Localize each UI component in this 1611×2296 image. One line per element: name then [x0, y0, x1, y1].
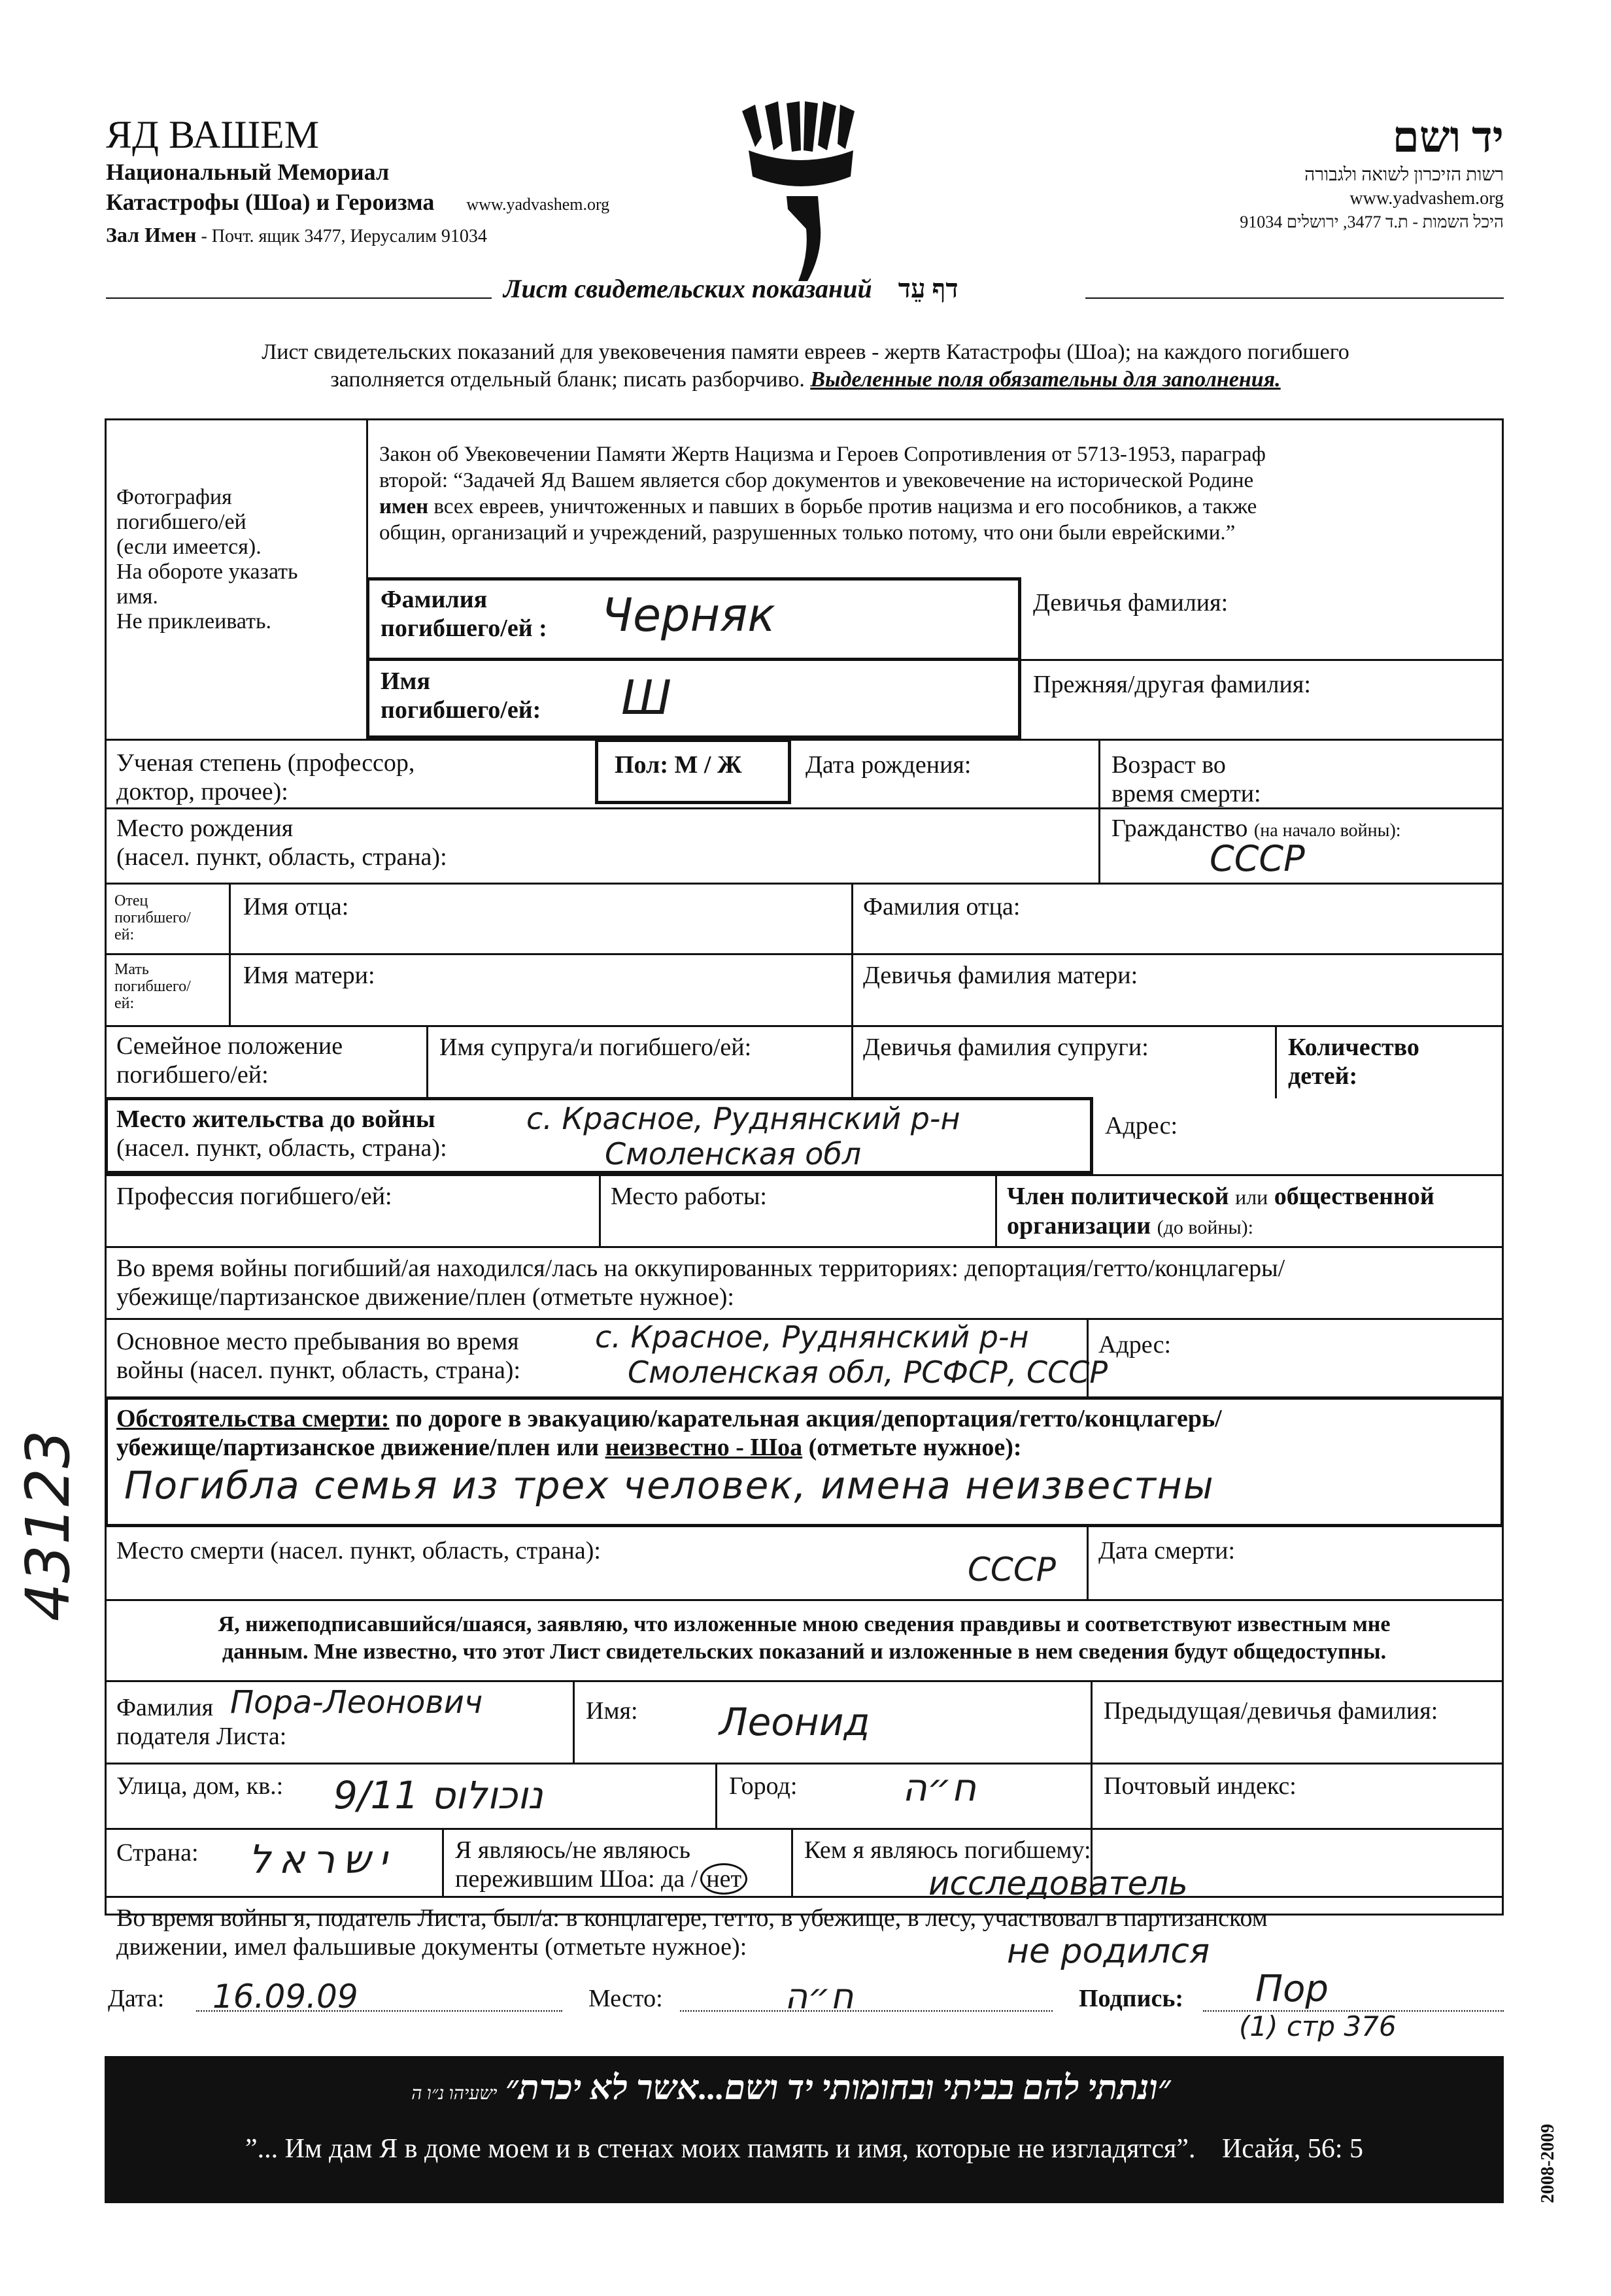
- form-title-ru: Лист свидетельских показаний: [503, 274, 872, 303]
- submitter-name-value: Леонид: [719, 1700, 870, 1744]
- col-divider: [715, 1763, 717, 1828]
- col-divider: [1098, 739, 1100, 883]
- place-underline: [680, 2010, 1053, 2012]
- footer-hebrew-quote: ״ונתתי להם בביתי ובחומותי יד ושם...אשר לא יכרת״: [505, 2070, 1171, 2107]
- mother-name-label: Имя матери:: [243, 962, 375, 989]
- surname-label-2: погибшего/ей :: [381, 615, 547, 642]
- col-divider: [1087, 1318, 1089, 1396]
- mother-small-label: [114, 961, 191, 1012]
- col-divider: [1087, 1527, 1089, 1599]
- death-circ-row1: [116, 1404, 1489, 1433]
- header-website-left: www.yadvashem.org: [466, 195, 610, 214]
- submitter-war-value: не родился: [1007, 1932, 1210, 1971]
- wartime-place-label: [116, 1327, 520, 1385]
- header-he-block: [1079, 112, 1504, 234]
- photo-l5: имя.: [116, 584, 158, 609]
- header-ru-line2: Катастрофы (Шоа) и Героизма: [106, 189, 435, 215]
- col-divider: [442, 1828, 444, 1896]
- photo-instructions: [116, 485, 365, 634]
- header-ru-block: [106, 112, 694, 252]
- photo-l2: погибшего/ей: [116, 510, 246, 534]
- row-rule: [105, 739, 1504, 741]
- declaration-1: Я, нижеподписавшийся/шаяся, заявляю, что изложенные мною сведения правдивы и соответствуют известным мне: [218, 1612, 1391, 1636]
- submitter-surname-1: Фамилия: [116, 1694, 214, 1721]
- signature-label: Подпись:: [1079, 1985, 1184, 2012]
- submitter-war-2: движении, имел фальшивые документы (отметьте нужное):: [116, 1933, 747, 1961]
- father-small-3: ей:: [114, 926, 135, 943]
- first-name-label: [381, 667, 541, 724]
- survivor-label: [455, 1836, 747, 1893]
- member-label-2: организации: [1007, 1212, 1151, 1240]
- father-small-1: Отец: [114, 892, 148, 909]
- street-label: Улица, дом, кв.:: [116, 1772, 284, 1800]
- header-ru-line3: - Почт. ящик 3477, Иерусалим 91034: [196, 226, 487, 246]
- col-divider: [1275, 1025, 1277, 1098]
- citizenship-label-main: Гражданство: [1111, 815, 1248, 842]
- header-ru-line2-row: [106, 187, 694, 220]
- degree-label-2: доктор, прочее):: [116, 778, 288, 805]
- header-ru-title: ЯД ВАШЕМ: [106, 113, 320, 156]
- intro-line2: заполняется отдельный бланк; писать разборчиво.: [330, 367, 805, 392]
- row-rule: [105, 1174, 1504, 1176]
- submitter-surname-value: Пора-Леонович: [230, 1684, 483, 1721]
- row-rule: [105, 1828, 1504, 1830]
- law-l3-bold: имен: [379, 495, 429, 518]
- relation-value: исследователь: [928, 1865, 1188, 1902]
- photo-l4: На обороте указать: [116, 560, 298, 584]
- col-divider: [573, 1680, 575, 1763]
- street-value: 9/11 נוכולוס: [333, 1773, 543, 1817]
- form-title-he: דף עֵד: [898, 274, 958, 303]
- death-circ-row2: [116, 1433, 1489, 1462]
- submitter-name-label: Имя:: [586, 1697, 638, 1725]
- signature-value: Пор: [1255, 1968, 1329, 2010]
- member-label: [1007, 1182, 1434, 1242]
- header-ru-line3-row: [106, 220, 694, 252]
- header-website-right: www.yadvashem.org: [1349, 188, 1504, 209]
- law-l2: второй: “Задачей Яд Вашем является сбор документов и увековечение на исторической Родине: [379, 469, 1254, 492]
- gender-label: Пол: М / Ж: [615, 751, 742, 779]
- submitter-prev-label: Предыдущая/девичья фамилия:: [1104, 1697, 1438, 1725]
- zip-label: Почтовый индекс:: [1104, 1772, 1297, 1800]
- photo-l6: Не приклеивать.: [116, 609, 271, 633]
- survivor-label-1: Я являюсь/не являюсь: [455, 1836, 690, 1864]
- header-he-line3: היכל השמות - ת.ד 3477, ירושלים 91034: [1240, 212, 1504, 231]
- survivor-label-row2: [455, 1865, 747, 1893]
- date-value: 16.09.09: [212, 1978, 358, 2016]
- row-rule: [105, 1680, 1504, 1682]
- title-rule-left: [106, 297, 492, 299]
- age-label-2: время смерти:: [1111, 780, 1261, 807]
- edition-label: 2008-2009: [1538, 2123, 1558, 2203]
- archive-note: (1) стр 376: [1239, 2010, 1397, 2042]
- mother-small-3: ей:: [114, 995, 135, 1012]
- prev-surname-label: Прежняя/другая фамилия:: [1033, 671, 1311, 698]
- children-label: [1288, 1033, 1419, 1090]
- marital-label-2: погибшего/ей:: [116, 1061, 269, 1089]
- father-surname-label: Фамилия отца:: [863, 893, 1021, 920]
- surname-label: [381, 585, 547, 643]
- death-place-label: Место смерти (насел. пункт, область, страна):: [116, 1537, 601, 1564]
- maiden-name-label: Девичья фамилия:: [1033, 589, 1229, 616]
- col-divider: [791, 1828, 793, 1896]
- place-value: ח״ה: [785, 1976, 854, 2017]
- age-label: [1111, 751, 1261, 808]
- law-l3: всех евреев, уничтоженных и павших в борьбе против нацизма и его пособников, а также: [428, 495, 1257, 518]
- death-circ-bold: Обстоятельства смерти:: [116, 1405, 390, 1432]
- form-title: [503, 273, 1079, 304]
- mother-maiden-label: Девичья фамилия матери:: [863, 962, 1138, 989]
- row-rule: [105, 1896, 1504, 1898]
- margin-number: 43123: [13, 1430, 83, 1621]
- death-circ-2c: (отметьте нужное):: [802, 1434, 1022, 1461]
- children-label-2: детей:: [1288, 1062, 1358, 1090]
- father-small-2: погибшего/: [114, 909, 191, 926]
- title-rule-right: [1085, 297, 1504, 299]
- death-circ-label: [116, 1404, 1489, 1462]
- war-status-1: Во время войны погибший/ая находился/лась на оккупированных территориях: депортация/гетто/концлагеры/: [116, 1255, 1285, 1282]
- col-divider: [426, 1025, 428, 1098]
- place-label: Место:: [588, 1985, 663, 2012]
- death-circ-rest: по дороге в эвакуацию/карательная акция/депортация/гетто/концлагерь/: [389, 1405, 1222, 1432]
- footer-banner: [105, 2056, 1504, 2203]
- first-name-label-1: Имя: [381, 667, 430, 695]
- residence-value-1: с. Красное, Руднянский р-н: [526, 1101, 960, 1136]
- member-label-row2: [1007, 1211, 1434, 1242]
- intro-line1: Лист свидетельских показаний для увековечения памяти евреев - жертв Катастрофы (Шоа); на каждого погибшего: [262, 340, 1349, 364]
- law-l4: общин, организаций и учреждений, разрушенных только потому, что они были еврейскими.”: [379, 521, 1236, 545]
- death-circ-2a: убежище/партизанское движение/плен или: [116, 1434, 605, 1461]
- footer-russian-row: [105, 2133, 1504, 2165]
- spouse-name-label: Имя супруга/и погибшего/ей:: [439, 1034, 752, 1061]
- wartime-value-2: Смоленская обл, РСФСР, СССР: [628, 1355, 1108, 1390]
- birth-place-label-1: Место рождения: [116, 815, 294, 842]
- footer-hebrew-row: [105, 2069, 1478, 2108]
- row-rule: [105, 807, 1504, 809]
- war-status-2: убежище/партизанское движение/плен (отметьте нужное):: [116, 1283, 734, 1311]
- survivor-no-option[interactable]: нет: [700, 1863, 747, 1895]
- surname-label-1: Фамилия: [381, 586, 488, 613]
- declaration-2: данным. Мне известно, что этот Лист свидетельских показаний и изложенные в нем сведения будут общедоступны.: [222, 1640, 1387, 1664]
- residence-label: [116, 1105, 447, 1162]
- yad-vashem-logo: [736, 98, 866, 288]
- city-label: Город:: [729, 1772, 798, 1800]
- law-l1: Закон об Увековечении Памяти Жертв Нацизма и Героев Сопротивления от 5713-1953, параграф: [379, 443, 1266, 466]
- city-value: ח״ה: [902, 1765, 977, 1810]
- row-rule: [1021, 659, 1504, 661]
- workplace-label: Место работы:: [611, 1183, 767, 1210]
- first-name-value: Ш: [621, 670, 671, 725]
- birth-place-label: [116, 814, 447, 871]
- member-label-1c: общественной: [1274, 1183, 1434, 1210]
- death-circ-2b: неизвестно - Шоа: [605, 1434, 803, 1461]
- relation-label: Кем я являюсь погибшему:: [804, 1836, 1091, 1864]
- row-rule: [105, 1599, 1504, 1601]
- residence-label-1: Место жительства до войны: [116, 1106, 435, 1133]
- submitter-war-1: Во время войны я, податель Листа, был/а: в концлагере, гетто, в убежище, в лесу, участвовал в партизанском: [116, 1904, 1268, 1932]
- intro-line2-row: [106, 366, 1505, 394]
- member-label-2b: (до войны):: [1157, 1217, 1253, 1238]
- degree-label-1: Ученая степень (профессор,: [116, 749, 415, 777]
- declaration: [108, 1611, 1501, 1666]
- death-date-label: Дата смерти:: [1098, 1537, 1236, 1564]
- row-rule: [105, 1763, 1504, 1764]
- header-he-line1: רשות הזיכרון לשואה ולגבורה: [1304, 165, 1504, 185]
- marital-label-1: Семейное положение: [116, 1032, 343, 1060]
- wartime-value-1: с. Красное, Руднянский р-н: [595, 1319, 1029, 1355]
- children-label-1: Количество: [1288, 1034, 1419, 1061]
- submitter-surname-2: подателя Листа:: [116, 1723, 287, 1750]
- country-label: Страна:: [116, 1839, 199, 1866]
- survivor-label-2: пережившим Шоа: да /: [455, 1865, 698, 1893]
- photo-l3: (если имеется).: [116, 535, 262, 559]
- death-circ-value: Погибла семья из трех человек, имена неизвестны: [124, 1463, 1215, 1508]
- father-small-label: [114, 892, 191, 943]
- wartime-place-1: Основное место пребывания во время: [116, 1328, 519, 1355]
- wartime-place-2: войны (насел. пункт, область, страна):: [116, 1357, 521, 1384]
- profession-label: Профессия погибшего/ей:: [116, 1183, 392, 1210]
- spouse-maiden-label: Девичья фамилия супруги:: [863, 1034, 1149, 1061]
- war-status-label: [116, 1254, 1285, 1311]
- mother-small-1: Мать: [114, 961, 149, 978]
- col-divider: [851, 1025, 853, 1098]
- header-ru-line1: Национальный Мемориал: [106, 159, 390, 185]
- photo-l1: Фотография: [116, 485, 232, 509]
- col-divider: [599, 1174, 601, 1246]
- row-rule: [105, 1025, 1504, 1027]
- death-place-value: СССР: [968, 1551, 1056, 1589]
- marital-label: [116, 1032, 343, 1089]
- row-rule: [105, 1246, 1504, 1248]
- mother-small-2: погибшего/: [114, 978, 191, 995]
- law-l3-row: [379, 494, 1497, 520]
- member-label-1b: или: [1235, 1185, 1268, 1209]
- country-value: ישראל: [248, 1837, 396, 1883]
- date-label: Дата:: [108, 1985, 165, 2012]
- footer-russian-source: Исайя, 56: 5: [1221, 2134, 1364, 2164]
- age-label-1: Возраст во: [1111, 751, 1226, 779]
- col-divider: [995, 1174, 997, 1246]
- birth-place-label-2: (насел. пункт, область, страна):: [116, 843, 447, 871]
- degree-label: [116, 749, 415, 806]
- surname-value: Черняк: [602, 588, 775, 642]
- row-rule: [105, 883, 1504, 885]
- intro-emphasis: Выделенные поля обязательны для заполнения.: [810, 367, 1281, 392]
- header-ru-line3-bold: Зал Имен: [106, 223, 197, 246]
- citizenship-value: СССР: [1210, 838, 1305, 879]
- row-rule: [105, 953, 1504, 955]
- footer-hebrew-source: ישעיהו נ״ו ה: [411, 2084, 498, 2104]
- footer-russian-quote: ”... Им дам Я в доме моем и в стенах моих память и имя, которые не изгладятся”.: [245, 2134, 1196, 2164]
- wartime-address-label: Адрес:: [1098, 1331, 1172, 1359]
- birth-date-label: Дата рождения:: [806, 751, 972, 779]
- first-name-label-2: погибшего/ей:: [381, 696, 541, 724]
- residence-address-label: Адрес:: [1105, 1112, 1178, 1140]
- law-text: [379, 441, 1497, 546]
- citizenship-label-small: (на начало войны):: [1253, 820, 1401, 841]
- header-he-title: יד ושם: [1392, 114, 1504, 161]
- residence-value-2: Смоленская обл: [605, 1136, 862, 1172]
- member-label-row1: [1007, 1182, 1434, 1211]
- residence-label-2: (насел. пункт, область, страна):: [116, 1134, 447, 1162]
- father-name-label: Имя отца:: [243, 893, 349, 920]
- intro-text: [106, 339, 1505, 394]
- member-label-1: Член политической: [1007, 1183, 1229, 1210]
